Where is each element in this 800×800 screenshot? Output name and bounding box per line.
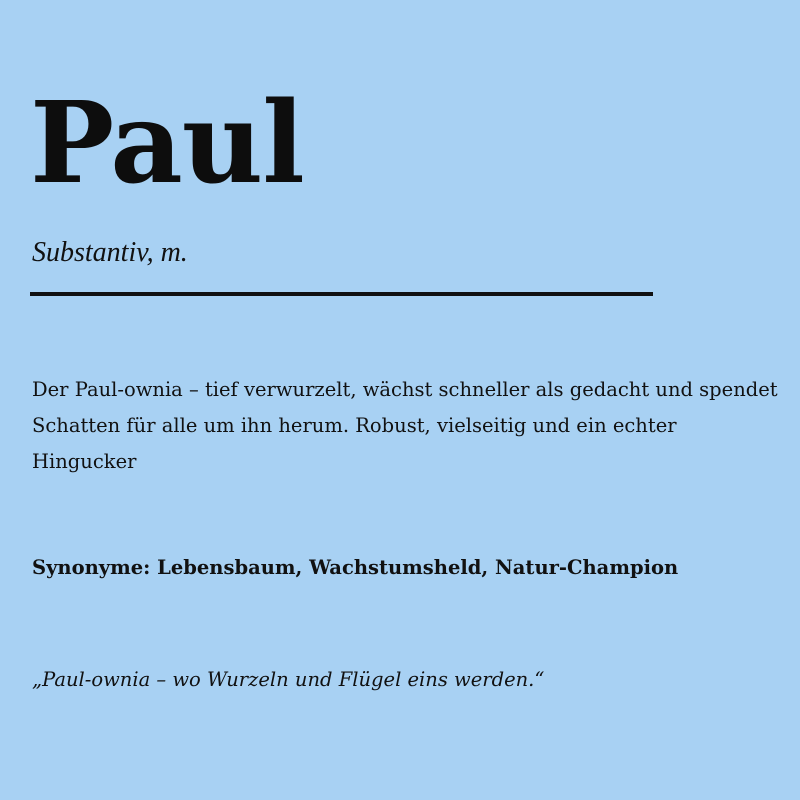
- part-of-speech: Substantiv, m.: [32, 237, 188, 268]
- divider-line: [30, 292, 653, 296]
- synonyms-line: Synonyme: Lebensbaum, Wachstumsheld, Natur-Champion: [32, 556, 679, 579]
- quote-text: „Paul-ownia – wo Wurzeln und Flügel eins werden.“: [32, 668, 545, 691]
- definition-text: Der Paul-ownia – tief verwurzelt, wächst schneller als gedacht und spendet Schatten für alle um ihn herum. Robust, vielseitig und ein echter Hingucker: [32, 378, 778, 473]
- headword: Paul: [30, 78, 304, 209]
